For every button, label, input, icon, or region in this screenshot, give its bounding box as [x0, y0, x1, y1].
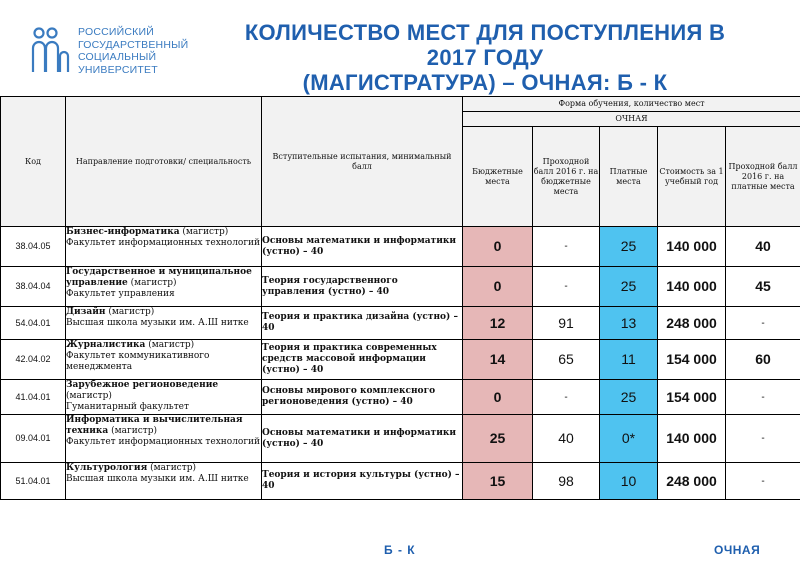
- direction-name: Дизайн: [66, 307, 106, 317]
- faculty: Высшая школа музыки им. А.Ш нитке: [66, 474, 249, 484]
- row-direction: [66, 340, 262, 380]
- row-pass-budget: 65: [533, 340, 600, 380]
- direction-suffix: (магистр): [179, 227, 229, 237]
- row-code: 54.04.01: [1, 307, 66, 340]
- direction-suffix: (магистр): [145, 340, 195, 350]
- row-paid: 25: [600, 267, 658, 307]
- row-direction: [66, 415, 262, 463]
- header-exams: Вступительные испытания, минимальный балл: [262, 97, 463, 227]
- row-cost: 248 000: [658, 463, 726, 500]
- direction-suffix: (магистр): [127, 278, 177, 288]
- header-cost: Стоимость за 1 учебный год: [658, 127, 726, 227]
- row-pass-budget: -: [533, 267, 600, 307]
- people-logo-icon: [30, 26, 70, 74]
- direction-suffix: (магистр): [66, 391, 112, 401]
- table-row: [1, 415, 800, 463]
- title-line-1: КОЛИЧЕСТВО МЕСТ ДЛЯ ПОСТУПЛЕНИЯ В: [244, 20, 726, 45]
- row-pass-paid: -: [726, 380, 800, 415]
- row-exam: Основы мирового комплексного регионоведения (устно) – 40: [262, 380, 463, 415]
- row-pass-paid: -: [726, 463, 800, 500]
- row-budget: 0: [463, 227, 533, 267]
- logo-line: УНИВЕРСИТЕТ: [78, 63, 158, 76]
- admission-table: [0, 96, 800, 500]
- direction-name: Зарубежное регионоведение: [66, 380, 219, 390]
- row-cost: 140 000: [658, 415, 726, 463]
- footer-form: ОЧНАЯ: [714, 543, 761, 557]
- direction-name: Информатика и вычислительная техника: [66, 415, 243, 436]
- table-row: [1, 463, 800, 500]
- logo-line: ГОСУДАРСТВЕННЫЙ: [78, 38, 189, 51]
- row-exam: Теория и практика дизайна (устно) – 40: [262, 307, 463, 340]
- logo-text: [78, 26, 188, 76]
- direction-name: Журналистика: [66, 340, 146, 350]
- row-exam: Теория и практика современных средств массовой информации (устно) – 40: [262, 340, 463, 380]
- row-paid: 10: [600, 463, 658, 500]
- row-code: 51.04.01: [1, 463, 66, 500]
- row-paid: 25: [600, 380, 658, 415]
- row-paid: 11: [600, 340, 658, 380]
- header-direction: Направление подготовки/ специальность: [66, 97, 262, 227]
- faculty: Факультет коммуникативного менеджмента: [66, 351, 210, 372]
- row-direction: [66, 227, 262, 267]
- title-line-2: 2017 ГОДУ: [426, 45, 544, 70]
- direction-suffix: (магистр): [147, 463, 196, 473]
- faculty: Факультет управления: [66, 289, 175, 299]
- direction-suffix: (магистр): [108, 426, 158, 436]
- row-direction: [66, 307, 262, 340]
- row-pass-budget: 98: [533, 463, 600, 500]
- row-budget: 14: [463, 340, 533, 380]
- row-budget: 0: [463, 380, 533, 415]
- row-exam: Теория и история культуры (устно) – 40: [262, 463, 463, 500]
- row-exam: Основы математики и информатики (устно) – 40: [262, 415, 463, 463]
- row-paid: 13: [600, 307, 658, 340]
- faculty: Факультет информационных технологий: [66, 238, 261, 248]
- row-pass-paid: 40: [726, 227, 800, 267]
- row-budget: 15: [463, 463, 533, 500]
- faculty: Гуманитарный факультет: [66, 402, 189, 412]
- row-pass-budget: -: [533, 380, 600, 415]
- row-paid: 0*: [600, 415, 658, 463]
- row-pass-budget: 40: [533, 415, 600, 463]
- row-direction: [66, 267, 262, 307]
- direction-name: Культурология: [66, 463, 148, 473]
- table-row: [1, 380, 800, 415]
- header-ochnaya: ОЧНАЯ: [463, 112, 800, 127]
- table-row: [1, 340, 800, 380]
- row-code: 38.04.04: [1, 267, 66, 307]
- page-title: [215, 20, 755, 95]
- row-exam: Основы математики и информатики (устно) – 40: [262, 227, 463, 267]
- footer-range: Б - К: [384, 543, 416, 557]
- direction-name: Государственное и муниципальное управление: [66, 267, 252, 288]
- row-budget: 12: [463, 307, 533, 340]
- header-pass-budget: Проходной балл 2016 г. на бюджетные места: [533, 127, 600, 227]
- faculty: Высшая школа музыки им. А.Ш нитке: [66, 318, 249, 328]
- header-form: Форма обучения, количество мест: [463, 97, 800, 112]
- row-budget: 25: [463, 415, 533, 463]
- header-code: Код: [1, 97, 66, 227]
- row-code: 41.04.01: [1, 380, 66, 415]
- row-pass-paid: 60: [726, 340, 800, 380]
- row-cost: 140 000: [658, 227, 726, 267]
- direction-name: Бизнес-информатика: [66, 227, 180, 237]
- title-line-3: (МАГИСТРАТУРА) – ОЧНАЯ: Б - К: [302, 70, 668, 95]
- header-paid: Платные места: [600, 127, 658, 227]
- logo-line: СОЦИАЛЬНЫЙ: [78, 51, 157, 63]
- row-direction: [66, 380, 262, 415]
- row-pass-budget: -: [533, 227, 600, 267]
- row-pass-budget: 91: [533, 307, 600, 340]
- header-pass-paid: Проходной балл 2016 г. на платные места: [726, 127, 800, 227]
- row-pass-paid: 45: [726, 267, 800, 307]
- row-cost: 248 000: [658, 307, 726, 340]
- row-cost: 154 000: [658, 380, 726, 415]
- direction-suffix: (магистр): [105, 307, 155, 317]
- header-budget: Бюджетные места: [463, 127, 533, 227]
- row-exam: Теория государственного управления (устно) – 40: [262, 267, 463, 307]
- row-cost: 140 000: [658, 267, 726, 307]
- table-row: [1, 267, 800, 307]
- row-code: 42.04.02: [1, 340, 66, 380]
- row-cost: 154 000: [658, 340, 726, 380]
- table-row: [1, 307, 800, 340]
- logo-line: РОССИЙСКИЙ: [78, 26, 154, 38]
- row-direction: [66, 463, 262, 500]
- row-budget: 0: [463, 267, 533, 307]
- table-row: [1, 227, 800, 267]
- row-pass-paid: -: [726, 307, 800, 340]
- row-code: 38.04.05: [1, 227, 66, 267]
- row-paid: 25: [600, 227, 658, 267]
- row-code: 09.04.01: [1, 415, 66, 463]
- faculty: Факультет информационных технологий: [66, 437, 261, 447]
- row-pass-paid: -: [726, 415, 800, 463]
- university-logo: [30, 26, 210, 76]
